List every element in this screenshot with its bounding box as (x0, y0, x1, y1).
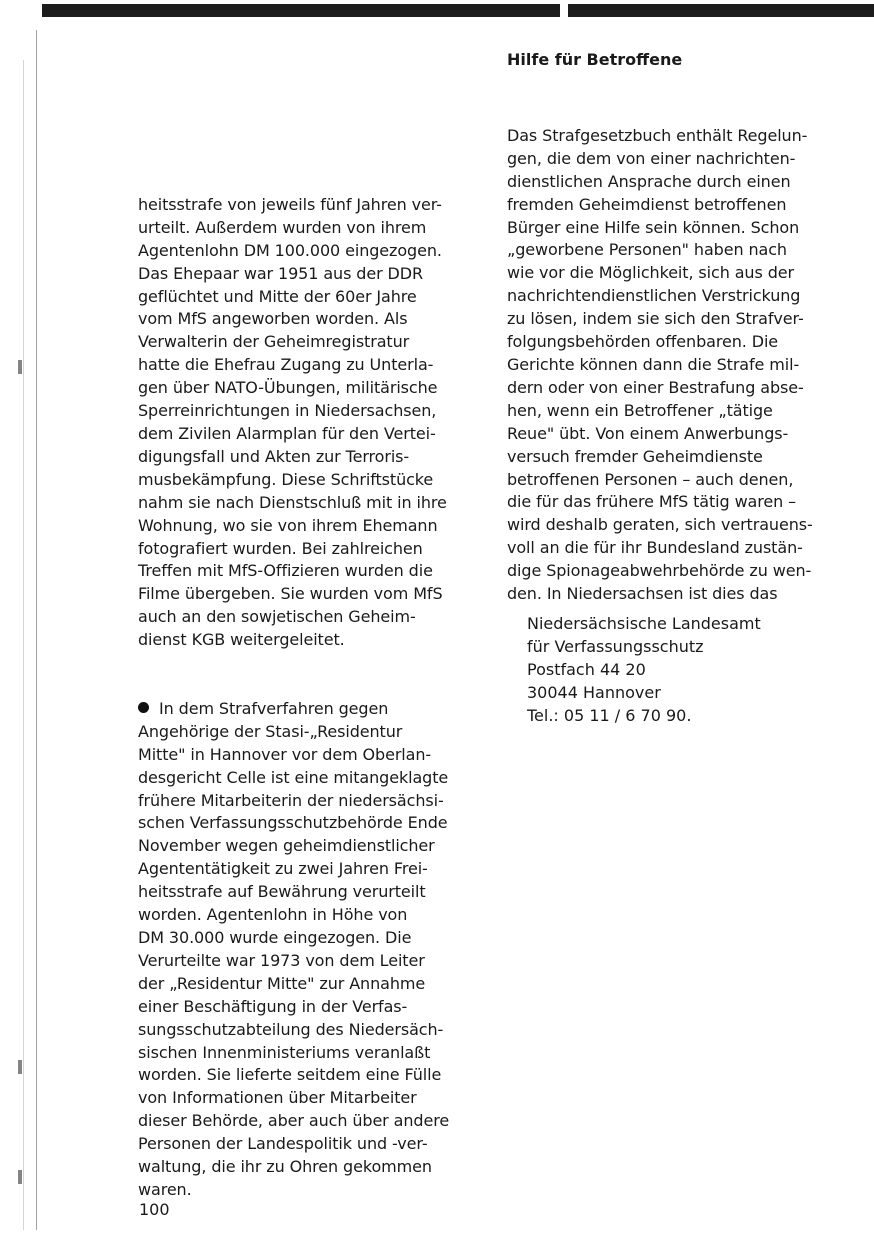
scan-edge-mark (18, 1060, 22, 1074)
scan-edge-mark (18, 360, 22, 374)
scan-top-border-gap (560, 4, 568, 17)
scan-left-edge (18, 20, 48, 1235)
address-line: 30044 Hannover (527, 683, 661, 702)
bullet-paragraph-text: In dem Strafverfahren gegen Angehörige der Stasi-„Residentur Mitte" in Hannover vor dem Oberlan- desgericht Celle ist eine mitangeklagte frühere Mitarbeiterin der niedersächsi- schen Verfassungsschutzbehörde Ende November wegen geheimdienstlicher Agententätigkeit zu zwei Jahren Frei- heitsstrafe auf Bewährung verurteilt worden. Agentenlohn in Höhe von DM 30.000 wurde eingezogen. Die Verurteilte war 1973 von dem Leiter der „Residentur Mitte" zur Annahme einer Beschäftigung in der Verfas- sungsschutzabteilung des Niedersäch- sischen Innenministeriums veranlaßt worden. Sie lieferte seitdem eine Fülle von Informationen über Mitarbeiter dieser Behörde, aber auch über andere Personen der Landespolitik und -ver- waltung, die ihr zu Ohren gekommen waren. (138, 698, 450, 1199)
address-line: Postfach 44 20 (527, 660, 646, 679)
bullet-icon (138, 702, 149, 713)
right-column (507, 102, 842, 629)
paragraph: Das Strafgesetzbuch enthält Regelun- gen, die dem von einer nachrichten- dienstlichen Ansprache durch einen fremden Geheimdienst betroffenen Bürger eine Hilfe sein können. Schon „geworbene Personen" haben nach wie vor die Möglichkeit, sich aus der nachrichtendienstlichen Verstrickung zu lösen, indem sie sich den Strafver- folgungsbehörden offenbaren. Die Gerichte können dann die Strafe mil- dern oder von einer Bestrafung abse- hen, wenn ein Betroffener „tätige Reue" übt. Von einem Anwerbungs- versuch fremder Geheimdienste betroffenen Personen – auch denen, die für das frühere MfS tätig waren – wird deshalb geraten, sich vertrauens- voll an die für ihr Bundesland zustän- dige Spionageabwehrbehörde zu wen- den. In Niedersachsen ist dies das (507, 125, 813, 604)
bullet-paragraph (138, 698, 478, 1202)
scan-top-border (42, 4, 874, 17)
address-block (527, 612, 761, 727)
scan-edge-line (36, 30, 37, 1230)
left-column (138, 171, 478, 1225)
page-number: 100 (139, 1200, 170, 1219)
address-line: Tel.: 05 11 / 6 70 90. (527, 706, 692, 725)
section-heading: Hilfe für Betroffene (507, 50, 683, 69)
scan-edge-line (23, 60, 24, 1230)
address-line: für Verfassungsschutz (527, 637, 704, 656)
paragraph: heitsstrafe von jeweils fünf Jahren ver- urteilt. Außerdem wurden von ihrem Agentenlohn DM 100.000 eingezogen. Das Ehepaar war 1951 aus der DDR geflüchtet und Mitte der 60er Jahre vom MfS angeworben worden. Als Verwalterin der Geheimregistratur hatte die Ehefrau Zugang zu Unterla- gen über NATO-Übungen, militärische Sperreinrichtungen in Niedersachsen, dem Zivilen Alarmplan für den Vertei- digungsfall und Akten zur Terroris- musbekämpfung. Diese Schriftstücke nahm sie nach Dienstschluß mit in ihre Wohnung, wo sie von ihrem Ehemann fotografiert wurden. Bei zahlreichen Treffen mit MfS-Offizieren wurden die Filme übergeben. Sie wurden vom MfS auch an den sowjetischen Geheim- dienst KGB weitergeleitet. (138, 194, 447, 650)
scan-edge-mark (18, 1170, 22, 1184)
address-line: Niedersächsische Landesamt (527, 614, 761, 633)
